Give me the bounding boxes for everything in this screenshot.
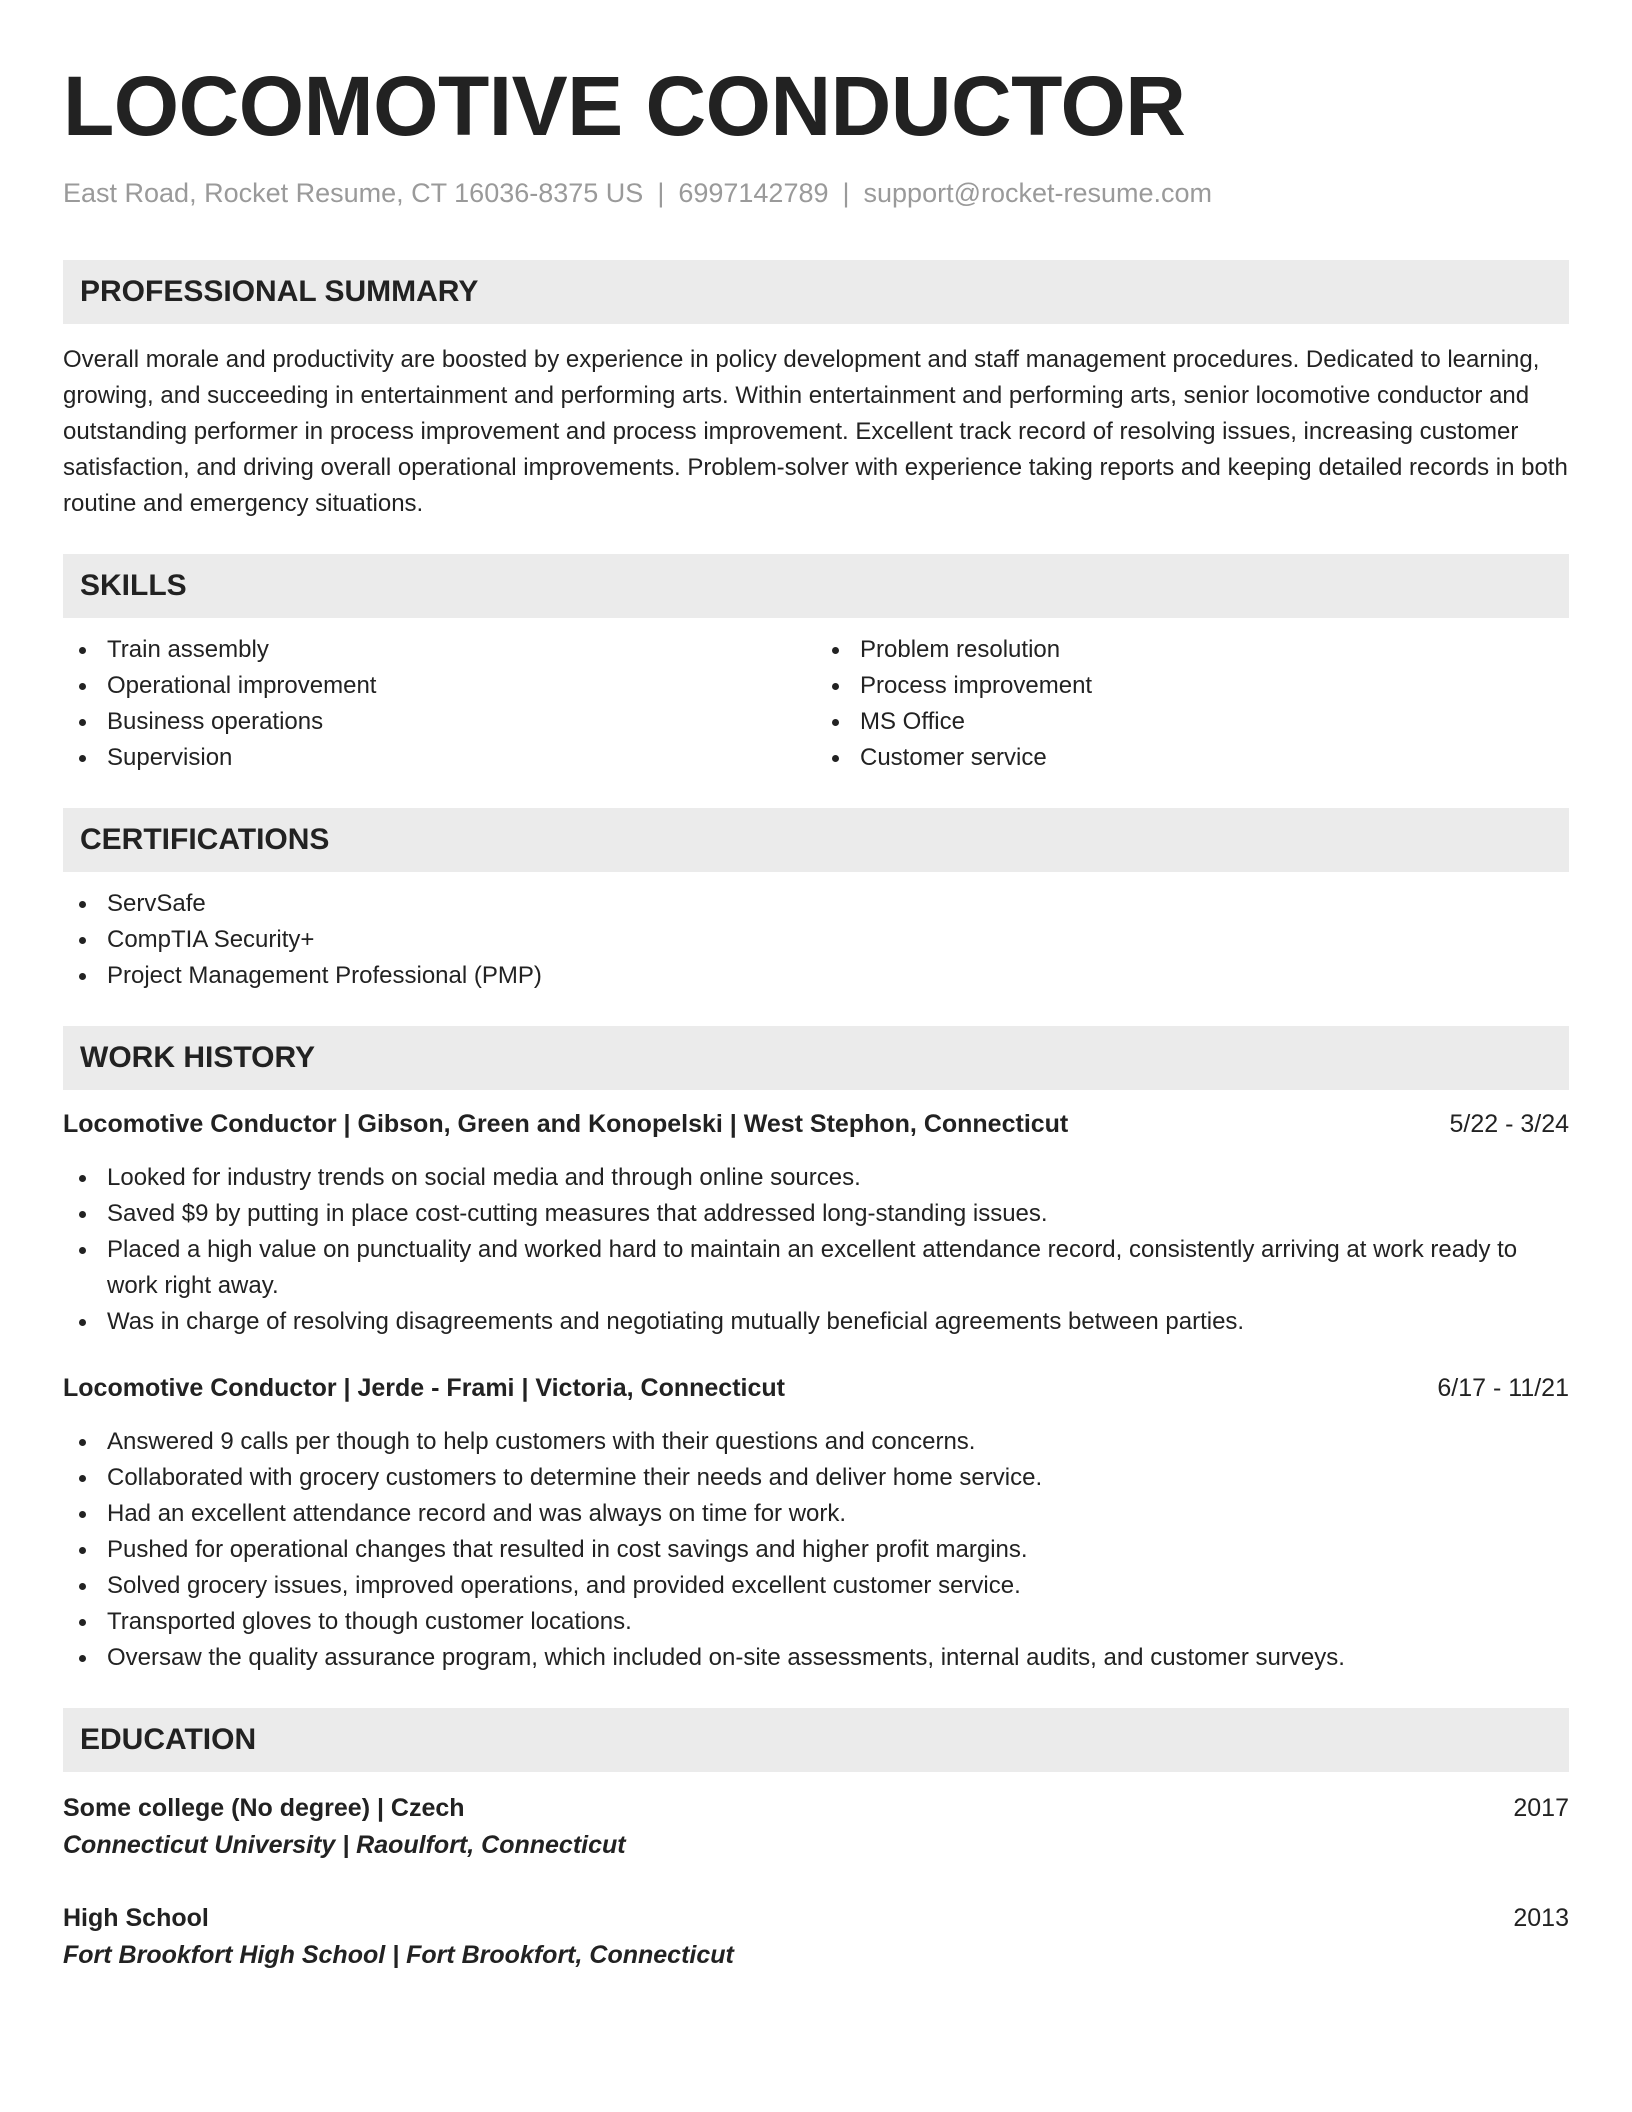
job-duty-item: Was in charge of resolving disagreements and negotiating mutually beneficial agreements between parties. <box>63 1304 1569 1340</box>
contact-separator: | <box>657 178 665 208</box>
skill-item: Business operations <box>63 704 816 740</box>
education-year: 2013 <box>1513 1904 1569 1932</box>
skill-item: Operational improvement <box>63 668 816 704</box>
section-heading-work-history: WORK HISTORY <box>63 1026 1569 1090</box>
job-duty-item: Transported gloves to though customer locations. <box>63 1604 1569 1640</box>
job-duty-item: Collaborated with grocery customers to determine their needs and deliver home service. <box>63 1460 1569 1496</box>
candidate-name: LOCOMOTIVE CONDUCTOR <box>63 59 1186 153</box>
job-duty-item: Looked for industry trends on social media and through online sources. <box>63 1160 1569 1196</box>
skills-column-left <box>63 632 816 776</box>
contact-phone: 6997142789 <box>678 178 829 208</box>
education-year: 2017 <box>1513 1794 1569 1822</box>
education-degree: High School <box>63 1904 209 1932</box>
section-heading-skills: SKILLS <box>63 554 1569 618</box>
education-school: Fort Brookfort High School | Fort Brookfort, Connecticut <box>63 1941 734 1969</box>
job-header <box>63 1370 1569 1406</box>
skill-item: Train assembly <box>63 632 816 668</box>
job-duty-item: Solved grocery issues, improved operations, and provided excellent customer service. <box>63 1568 1569 1604</box>
education-school: Connecticut University | Raoulfort, Connecticut <box>63 1831 626 1859</box>
education-degree: Some college (No degree) | Czech <box>63 1794 465 1822</box>
job-title: Locomotive Conductor | Gibson, Green and Konopelski | West Stephon, Connecticut <box>63 1110 1069 1138</box>
certifications-list <box>63 886 1569 994</box>
certification-item: ServSafe <box>63 886 1569 922</box>
skill-item: MS Office <box>816 704 1569 740</box>
certification-item: Project Management Professional (PMP) <box>63 958 1569 994</box>
contact-email: support@rocket-resume.com <box>863 178 1213 208</box>
contact-separator: | <box>842 178 850 208</box>
job-header <box>63 1106 1569 1142</box>
skills-column-right <box>816 632 1569 776</box>
section-heading-certifications: CERTIFICATIONS <box>63 808 1569 872</box>
job-duty-item: Oversaw the quality assurance program, which included on-site assessments, internal audits, and customer surveys. <box>63 1640 1569 1676</box>
job-dates: 6/17 - 11/21 <box>1437 1374 1569 1402</box>
section-heading-education: EDUCATION <box>63 1708 1569 1772</box>
job-duty-item: Answered 9 calls per though to help customers with their questions and concerns. <box>63 1424 1569 1460</box>
summary-text: Overall morale and productivity are boosted by experience in policy development and staff management procedures. Dedicated to learning, growing, and succeeding in entertainment and performing arts. Within entertainment and performing arts, senior locomotive conductor and outstanding performer in process improvement and process improvement. Excellent track record of resolving issues, increasing customer satisfaction, and driving overall operational improvements. Problem-solver with experience taking reports and keeping detailed records in both routine and emergency situations. <box>63 346 1568 517</box>
job-duties-list <box>63 1424 1569 1676</box>
skills-list <box>63 618 1569 776</box>
job-duty-item: Saved $9 by putting in place cost-cutting measures that addressed long-standing issues. <box>63 1196 1569 1232</box>
skill-item: Customer service <box>816 740 1569 776</box>
job-dates: 5/22 - 3/24 <box>1449 1110 1569 1138</box>
contact-address: East Road, Rocket Resume, CT 16036-8375 US <box>63 178 644 208</box>
section-heading-summary: PROFESSIONAL SUMMARY <box>63 260 1569 324</box>
job-duty-item: Pushed for operational changes that resulted in cost savings and higher profit margins. <box>63 1532 1569 1568</box>
education-entry <box>63 1900 1569 1936</box>
education-entry <box>63 1790 1569 1826</box>
certification-item: CompTIA Security+ <box>63 922 1569 958</box>
job-duty-item: Had an excellent attendance record and was always on time for work. <box>63 1496 1569 1532</box>
job-title: Locomotive Conductor | Jerde - Frami | Victoria, Connecticut <box>63 1374 785 1402</box>
contact-line <box>63 176 1569 210</box>
job-duties-list <box>63 1160 1569 1340</box>
skill-item: Process improvement <box>816 668 1569 704</box>
skill-item: Supervision <box>63 740 816 776</box>
job-duty-item: Placed a high value on punctuality and worked hard to maintain an excellent attendance record, consistently arriving at work ready to work right away. <box>63 1232 1569 1304</box>
skill-item: Problem resolution <box>816 632 1569 668</box>
